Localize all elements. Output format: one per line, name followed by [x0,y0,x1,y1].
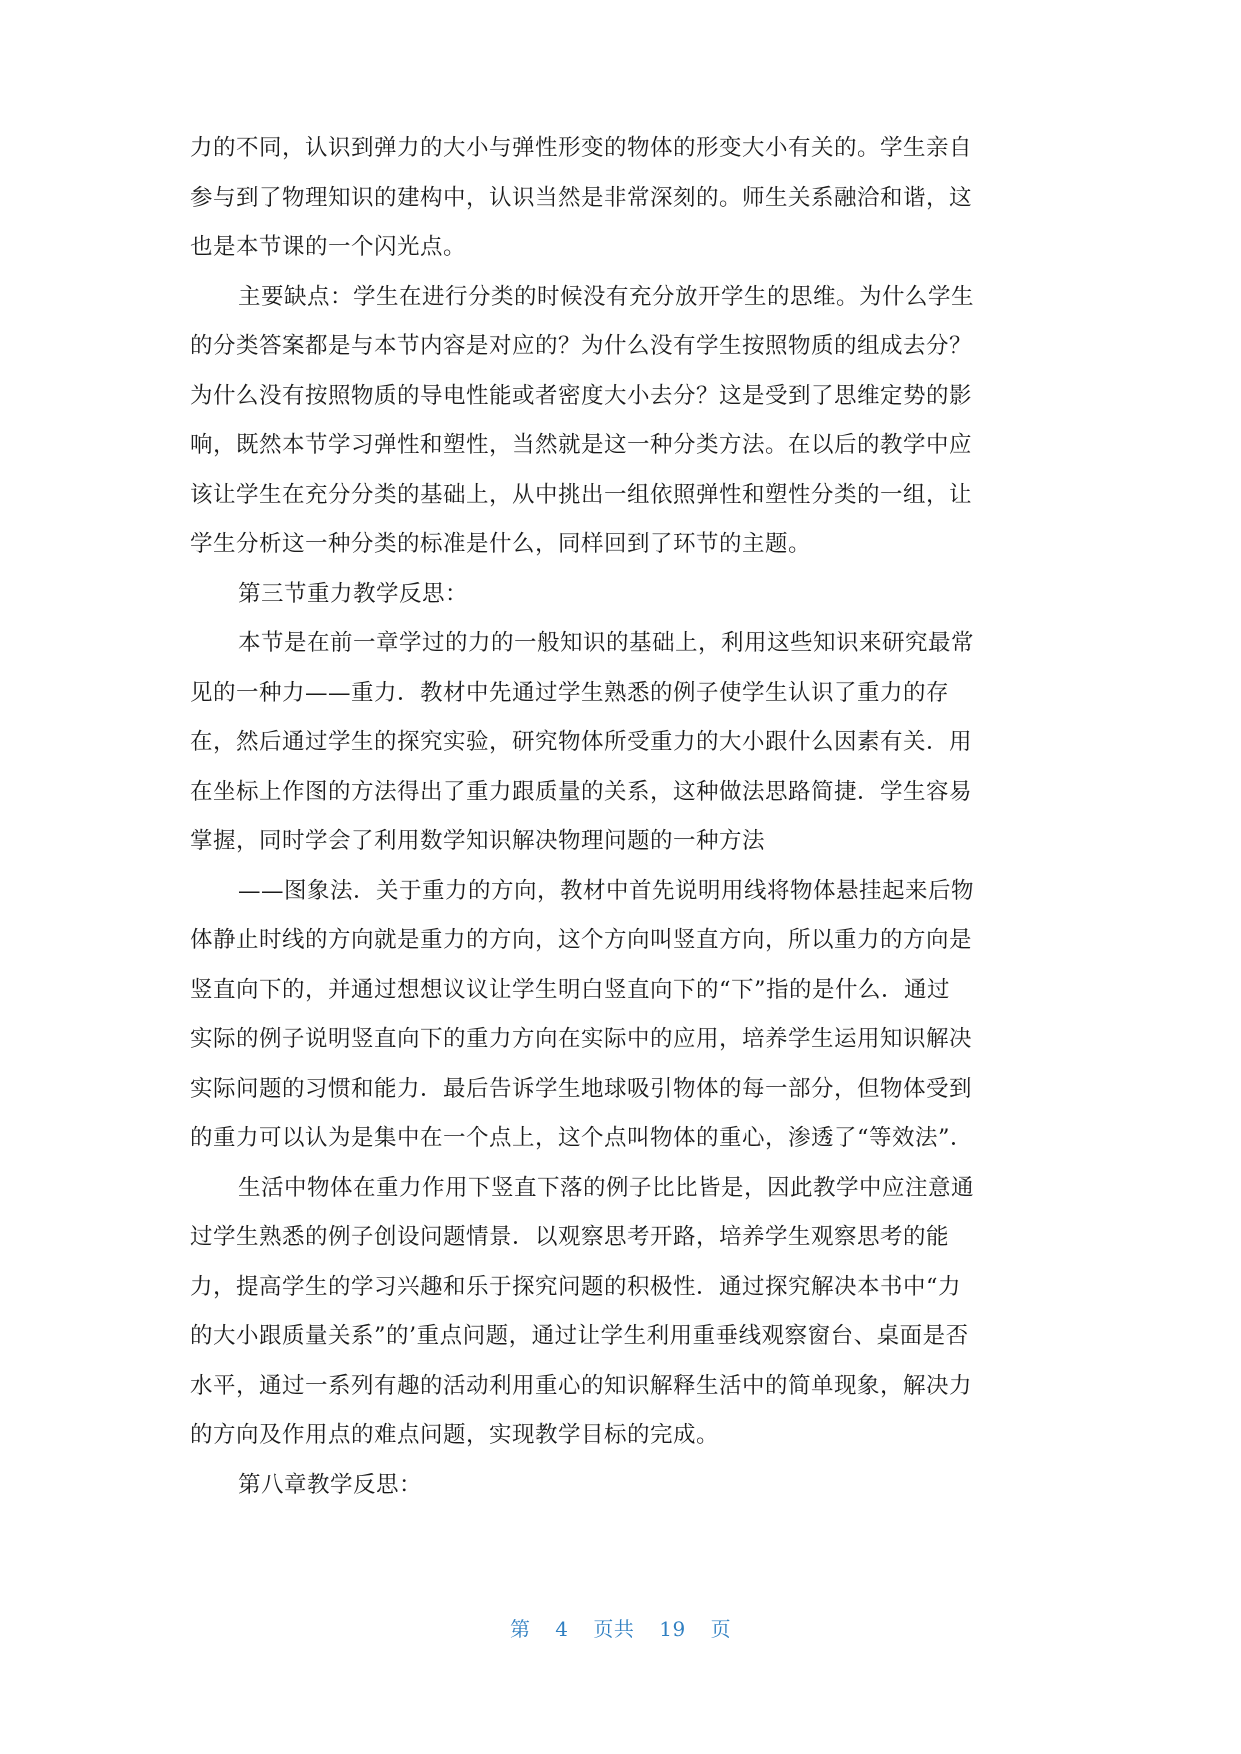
text-line: 力的不同，认识到弹力的大小与弹性形变的物体的形变大小有关的。学生亲自 [190,135,973,161]
text-line: 掌握，同时学会了利用数学知识解决物理问题的一种方法 [190,828,766,854]
page-footer [0,1613,1241,1642]
footer-middle: 页共 [593,1617,635,1641]
text-line: 过学生熟悉的例子创设问题情景．以观察思考开路，培养学生观察思考的能 [190,1224,950,1250]
text-line: 为什么没有按照物质的导电性能或者密度大小去分？这是受到了思维定势的影 [190,382,973,409]
text-line: 在，然后通过学生的探究实验，研究物体所受重力的大小跟什么因素有关．用 [190,729,973,755]
text-line: 第八章教学反思： [238,1471,423,1498]
text-line: 第三节重力教学反思： [238,580,469,607]
text-line: 竖直向下的，并通过想想议议让学生明白竖直向下的“下”指的是什么．通过 [190,976,951,1003]
text-line: 生活中物体在重力作用下竖直下落的例子比比皆是，因此教学中应注意通 [238,1174,975,1201]
text-line: 见的一种力——重力．教材中先通过学生熟悉的例子使学生认识了重力的存 [190,679,950,706]
text-line: 的重力可以认为是集中在一个点上，这个点叫物体的重心，渗透了“等效法”． [190,1125,974,1151]
text-line: 的方向及作用点的难点问题，实现教学目标的完成。 [190,1422,720,1448]
text-line: 也是本节课的一个闪光点。 [190,234,467,260]
text-line: 参与到了物理知识的建构中，认识当然是非常深刻的。师生关系融洽和谐，这 [190,184,973,211]
footer-suffix: 页 [710,1617,732,1641]
text-line: ——图象法．关于重力的方向，教材中首先说明用线将物体悬挂起来后物 [238,877,975,904]
text-line: 水平，通过一系列有趣的活动利用重心的知识解释生活中的简单现象，解决力 [190,1372,973,1399]
text-line: 在坐标上作图的方法得出了重力跟质量的关系，这种做法思路简捷．学生容易 [190,778,973,805]
footer-prefix: 第 [509,1617,531,1641]
text-line: 实际的例子说明竖直向下的重力方向在实际中的应用，培养学生运用知识解决 [190,1026,973,1052]
text-line: 主要缺点：学生在进行分类的时候没有充分放开学生的思维。为什么学生 [238,283,975,310]
text-line: 力，提高学生的学习兴趣和乐于探究问题的积极性．通过探究解决本书中“力 [190,1273,962,1300]
text-line: 响，既然本节学习弹性和塑性，当然就是这一种分类方法。在以后的教学中应 [190,432,973,458]
text-line: 本节是在前一章学过的力的一般知识的基础上，利用这些知识来研究最常 [238,630,975,656]
text-line: 该让学生在充分分类的基础上，从中挑出一组依照弹性和塑性分类的一组，让 [190,481,973,508]
text-line: 实际问题的习惯和能力．最后告诉学生地球吸引物体的每一部分，但物体受到 [190,1075,973,1102]
document-body [190,124,1050,1510]
text-line: 学生分析这一种分类的标准是什么，同样回到了环节的主题。 [190,531,812,557]
footer-page-number: 4 [555,1617,569,1641]
text-line: 的分类答案都是与本节内容是对应的？为什么没有学生按照物质的组成去分？ [190,333,973,359]
footer-total-pages: 19 [659,1617,686,1641]
text-line: 体静止时线的方向就是重力的方向，这个方向叫竖直方向，所以重力的方向是 [190,927,973,953]
text-line: 的大小跟质量关系”的’重点问题，通过让学生利用重垂线观察窗台、桌面是否 [190,1323,969,1349]
